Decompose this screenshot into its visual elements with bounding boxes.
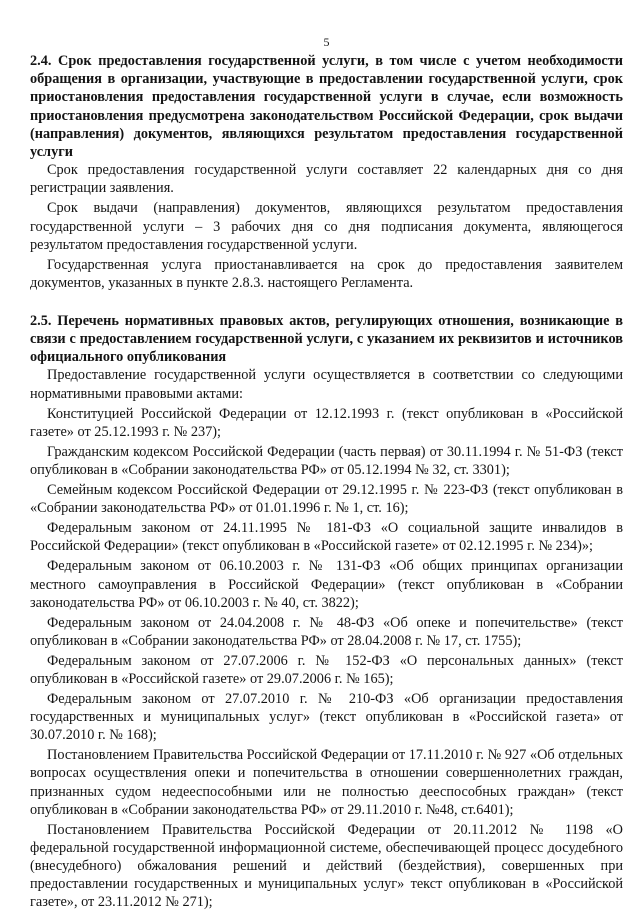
section-2-5 bbox=[30, 312, 623, 911]
legal-act-item: Постановлением Правительства Российской Федерации от 20.11.2012 № 1198 «О федеральной государственной информационной системе, обеспечивающей процесс досудебного (внесудебного) обжалования решений и действий (бездействия), совершенных при предоставлении государственных и муниципальных услуг» текст опубликован в «Российской газете», от 23.11.2012 № 271); bbox=[30, 821, 623, 911]
page-number: 5 bbox=[323, 35, 330, 49]
section-2-4-heading: 2.4. Срок предоставления государственной услуги, в том числе с учетом необходимости обращения в организации, участвующие в предоставлении государственной услуги, срок приостановления предоставления государственной услуги в случае, если возможность приостановления предусмотрена законодательством Российской Федерации, срок выдачи (направления) документов, являющихся результатом предоставления государственной услуги bbox=[30, 53, 623, 161]
legal-act-item: Семейным кодексом Российской Федерации от 29.12.1995 г. № 223-ФЗ (текст опубликован в «Собрании законодательства РФ» от 01.01.1996 г. № 1, ст. 16); bbox=[30, 482, 623, 517]
legal-act-item: Федеральным законом от 27.07.2006 г. № 152-ФЗ «О персональных данных» (текст опубликован в «Российской газете» от 29.07.2006 г. № 165); bbox=[30, 652, 623, 687]
legal-act-item: Федеральным законом от 24.11.1995 № 181-ФЗ «О социальной защите инвалидов в Российской Федерации» (текст опубликован в «Российской газете» от 02.12.1995 г. № 234)»; bbox=[30, 520, 623, 555]
section-2-4-paragraph: Срок предоставления государственной услуги составляет 22 календарных дня со дня регистрации заявления. bbox=[30, 162, 623, 197]
section-2-4-paragraph: Срок выдачи (направления) документов, являющихся результатом предоставления государственной услуги – 3 рабочих дня со дня подписания документа, являющегося результатом предоставления государственной услуги. bbox=[30, 200, 623, 253]
legal-act-item: Постановлением Правительства Российской Федерации от 17.11.2010 г. № 927 «Об отдельных вопросах осуществления опеки и попечительства в отношении совершеннолетних граждан, признанных судом недееспособными или не полностью дееспособных граждан» (текст опубликован в «Собрании законодательства РФ» от 29.11.2010 г. №48, ст.6401); bbox=[30, 747, 623, 818]
legal-act-item: Конституцией Российской Федерации от 12.12.1993 г. (текст опубликован в «Российской газете» от 25.12.1993 г. № 237); bbox=[30, 405, 623, 440]
legal-act-item: Федеральным законом от 24.04.2008 г. № 48-ФЗ «Об опеке и попечительстве» (текст опубликован в «Собрании законодательства РФ» от 28.04.2008 г. № 17, ст. 1755); bbox=[30, 614, 623, 649]
legal-act-item: Федеральным законом от 27.07.2010 г. № 210-ФЗ «Об организации предоставления государственных и муниципальных услуг» (текст опубликован в «Российской газета» от 30.07.2010 г. № 168); bbox=[30, 691, 623, 744]
legal-act-item: Федеральным законом от 06.10.2003 г. № 131-ФЗ «Об общих принципах организации местного самоуправления в Российской Федерации» (текст опубликован в «Собрании законодательства РФ» от 06.10.2003 г. № 40, ст. 3822); bbox=[30, 558, 623, 611]
section-2-5-heading: 2.5. Перечень нормативных правовых актов, регулирующих отношения, возникающие в связи с предоставлением государственной услуги, с указанием их реквизитов и источников официального опубликования bbox=[30, 312, 623, 366]
section-spacer bbox=[30, 294, 623, 312]
legal-act-item: Гражданским кодексом Российской Федерации (часть первая) от 30.11.1994 г. № 51-ФЗ (текст опубликован в «Собрании законодательства РФ» от 05.12.1994 № 32, ст. 3301); bbox=[30, 443, 623, 478]
section-2-5-intro: Предоставление государственной услуги осуществляется в соответствии со следующими нормативными правовыми актами: bbox=[30, 367, 623, 402]
section-2-4-paragraph: Государственная услуга приостанавливается на срок до предоставления заявителем документов, указанных в пункте 2.8.3. настоящего Регламента. bbox=[30, 256, 623, 291]
section-2-4 bbox=[30, 52, 623, 292]
